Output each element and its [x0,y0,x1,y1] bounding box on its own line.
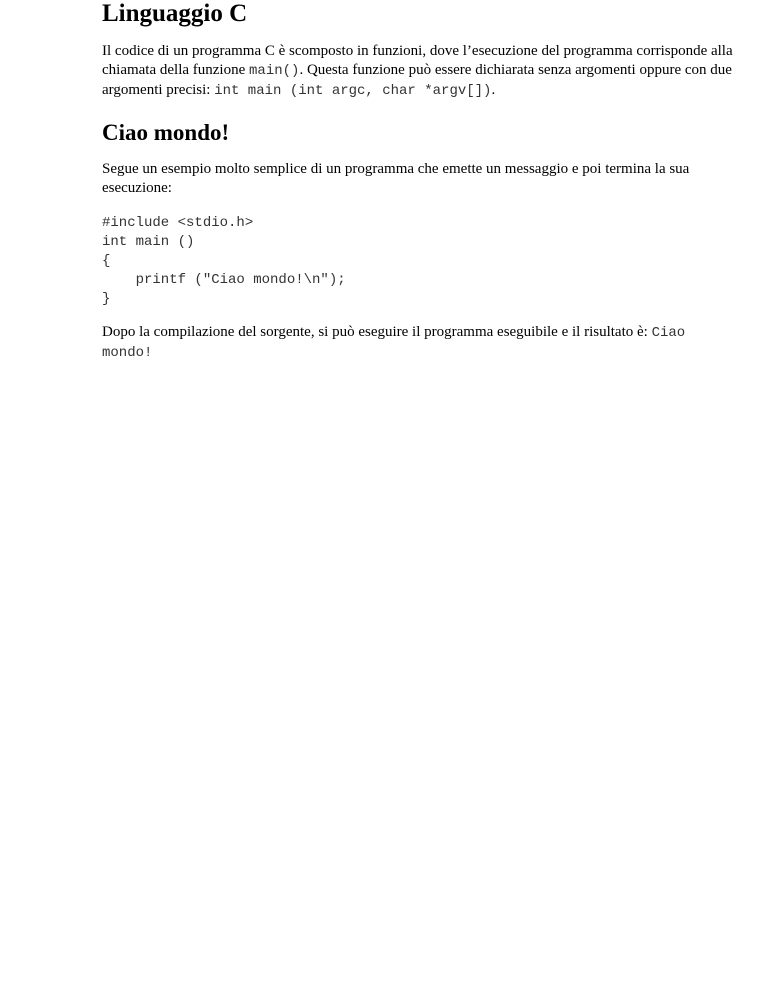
code-line: int main () [102,234,195,250]
result-text: Dopo la compilazione del sorgente, si può eseguire il programma eseguibile e il risultato è: [102,324,652,340]
inline-code-main-signature: int main (int argc, char *argv[]) [214,83,492,99]
intro-paragraph [102,42,765,101]
inline-code-main: main() [249,63,300,79]
code-line: } [102,291,111,307]
document-page [102,0,765,363]
section-line-2: esecuzione: [102,180,172,196]
intro-line-3 [102,81,765,101]
inline-code-output-part1: Ciao [651,325,686,341]
code-line: { [102,253,111,269]
intro-line-3-text: argomenti precisi: [102,82,215,98]
intro-line-2-text: chiamata della funzione [102,62,250,78]
intro-line-2-rest: . Questa funzione può essere dichiarata senza argomenti oppure con due [299,62,732,78]
code-line: #include <stdio.h> [102,215,254,231]
intro-line-1: Il codice di un programma C è scomposto in funzioni, dove l’esecuzione del programma corrisponde alla [102,43,733,59]
section-paragraph [102,160,765,198]
result-line-1 [102,323,765,343]
intro-line-3-rest: . [491,82,496,98]
result-paragraph [102,323,765,363]
page-title: Linguaggio C [102,0,248,27]
code-block [102,214,765,309]
section-line-1: Segue un esempio molto semplice di un programma che emette un messaggio e poi termina la sua [102,161,690,177]
result-line-2 [102,343,765,363]
code-line: printf ("Ciao mondo!\n"); [102,272,346,288]
inline-code-output-part2: mondo! [102,345,153,361]
section-heading: Ciao mondo! [102,120,230,145]
intro-line-2 [102,61,765,81]
